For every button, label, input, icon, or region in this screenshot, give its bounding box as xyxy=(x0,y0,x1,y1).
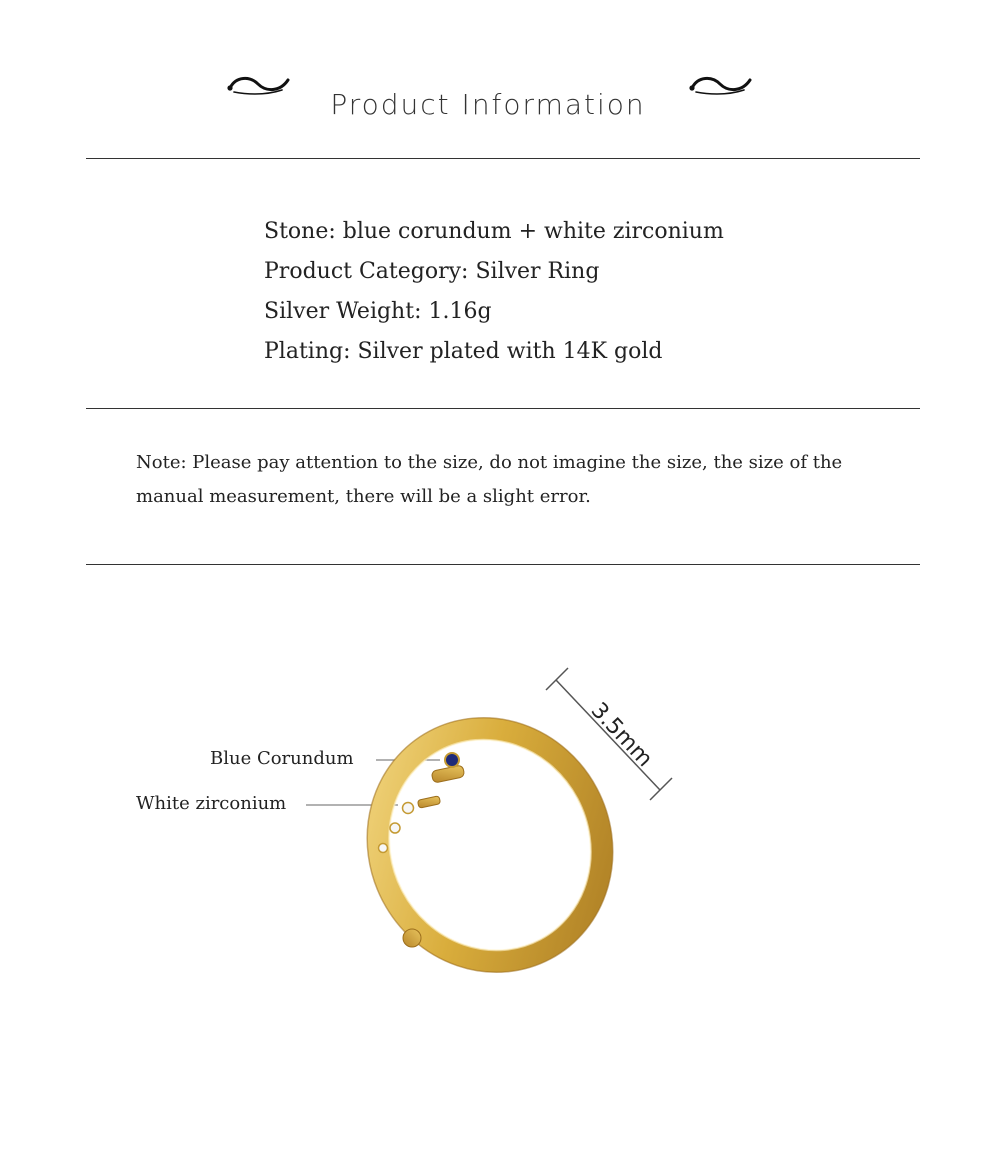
page-title: Product Information xyxy=(330,88,646,121)
dimension-label: 3.5mm xyxy=(585,698,658,772)
stone-setting xyxy=(417,765,464,808)
blue-corundum-stone xyxy=(445,753,459,767)
spec-weight: Silver Weight: 1.16g xyxy=(264,299,492,324)
ring-diagram xyxy=(0,600,1000,1050)
divider xyxy=(86,158,920,159)
divider xyxy=(86,564,920,565)
spec-plating: Plating: Silver plated with 14K gold xyxy=(264,339,663,364)
spec-list xyxy=(264,212,724,372)
ring-knob xyxy=(403,929,421,947)
callout-white-zirconium: White zirconium xyxy=(136,793,287,814)
spec-stone: Stone: blue corundum + white zirconium xyxy=(264,219,724,244)
size-note: Note: Please pay attention to the size, do not imagine the size, the size of the manual measurement, there will be a slight error. xyxy=(136,452,843,507)
callout-blue-corundum: Blue Corundum xyxy=(210,748,354,769)
spec-category: Product Category: Silver Ring xyxy=(264,259,600,284)
divider xyxy=(86,408,920,409)
